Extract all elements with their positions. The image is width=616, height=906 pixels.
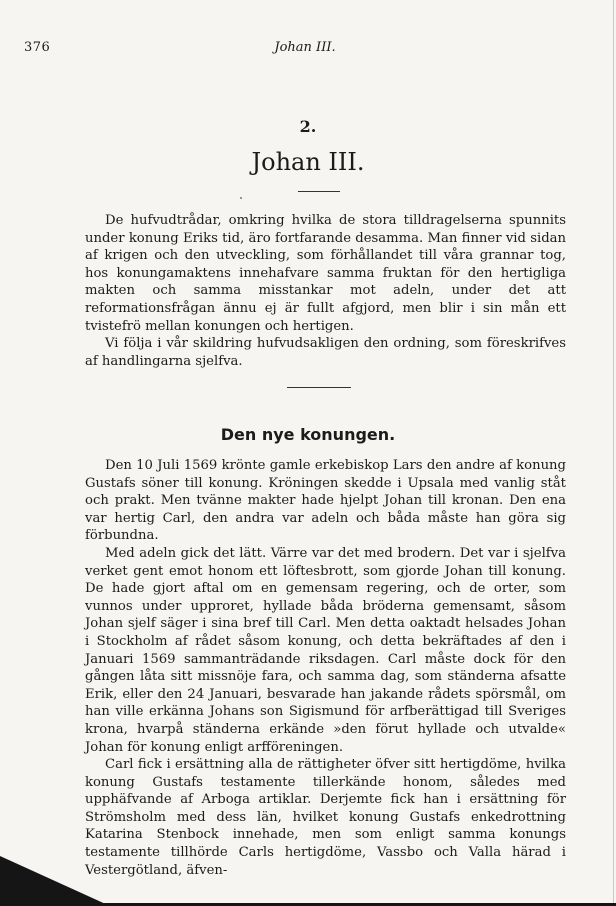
intro-paragraph: De hufvudtrådar, omkring hvilka de stora tilldragelserna spunnits under konung Eriks tid, äro fortfarande desamma. Man finner vid sidan af krigen och den utveckling, som förhållandet till våra grannar tog, hos konungamaktens innehafvare samma fruktan för den hertigliga makten och samma misstankar mot adeln, under det att reformationsfrågan ännu ej är fullt afgjord, men blir i sin mån ett tvistefrö mellan konungen och hertigen. [85,213,566,334]
section-title: Johan III. [251,148,365,176]
running-title: Johan III. [274,40,336,55]
chapter-paragraph: Den 10 Juli 1569 krönte gamle erkebiskop Lars den andre af konung Gustafs söner till konung. Kröningen skedde i Upsala med vanlig ståt och prakt. Men tvänne makter hade hjelpt Johan till kronan. Den ena var hertig Carl, den andra var adeln och båda måste han göra sig förbundna. [85,458,566,544]
chapter-paragraph: Carl fick i ersättning alla de rättigheter öfver sitt hertigdöme, hvilka konung Gustafs testamente tillerkände honom, således med upphäfvande af Arboga artiklar. Derjemte fick han i ersättning för Strömsholm med dess län, hvilket konung Gustafs enkedrottning Katarina Stenbock innehade, men som enligt samma konungs testamente tillhörde Carls hertigdöme, Vassbo och Valla härad i Vestergötland, äfven- [85,757,566,878]
scan-edge-line [613,0,614,906]
title-rule [298,191,340,192]
chapter-heading: Den nye konungen. [220,425,396,444]
chapter-paragraph: Med adeln gick det lätt. Värre var det med brodern. Det var i sjelfva verket gent emot honom ett löftesbrott, som gjorde Johan till konung. De hade gjort aftal om en gemensam regering, och de orter, som vunnos under upproret, hyllade båda bröderna gemensamt, såsom Johan sjelf säger i sina bref till Carl. Men detta oaktadt helsades Johan i Stockholm af rådet såsom konung, och detta bekräftades af den i Januari 1569 sammanträdande riksdagen. Carl måste dock för den gången låta sitt missnöje fara, och samma dag, som ständerna afsatte Erik, eller den 24 Januari, besvarade han jakande rådets spörsmål, om han ville erkänna Johans son Sigismund för arfberättigad till Sveriges krona, hvarpå ständerna erkände »den förut hyllade och utvalde« Johan för konung enligt arfföreningen. [85,545,566,755]
page-number: 376 [24,40,51,55]
running-header [24,40,586,60]
section-number: 2. [299,117,317,136]
chapter-text [85,457,566,879]
section-divider [287,387,351,388]
intro-text [85,212,566,370]
intro-paragraph: Vi följa i vår skildring hufvudsakligen den ordning, som föreskrifves af handlingarna sjelfva. [85,336,566,369]
print-speck [240,197,242,199]
scan-corner-shadow [0,856,110,906]
